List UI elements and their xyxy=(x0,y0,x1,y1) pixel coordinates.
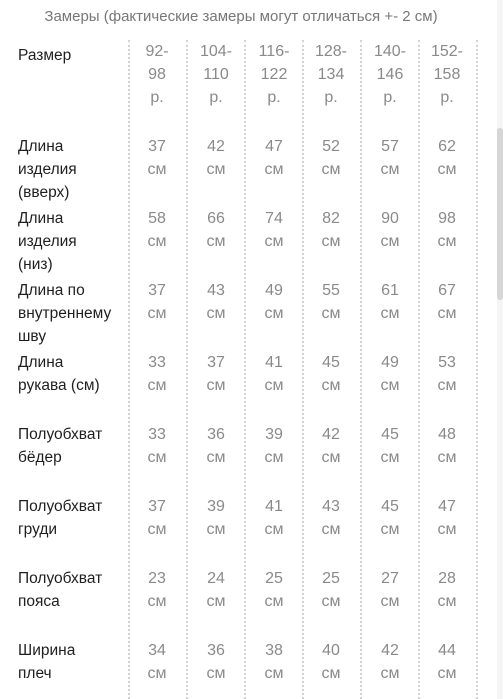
measurement-value: 55 см xyxy=(321,282,341,322)
size-header-line: 158 xyxy=(433,66,461,83)
measurement-value: 49 см xyxy=(380,354,400,394)
scrollbar-thumb[interactable] xyxy=(497,128,503,300)
measurement-label: Длина по внутреннему шву xyxy=(18,282,112,345)
size-column-header xyxy=(245,40,303,109)
measurement-value: 24 см xyxy=(206,570,226,610)
size-header: Размер xyxy=(18,47,72,64)
size-header-line: 140- xyxy=(373,43,407,60)
size-column-header xyxy=(187,40,245,109)
measurement-value: 33 см xyxy=(147,426,167,466)
size-column-header xyxy=(128,40,186,109)
measurement-value: 82 см xyxy=(321,210,341,250)
measurement-value: 45 см xyxy=(321,354,341,394)
size-header-line: 104- xyxy=(199,43,233,60)
measurement-value: 62 см xyxy=(437,138,457,178)
measurement-value: 49 см xyxy=(264,282,284,322)
size-header-line: р. xyxy=(267,89,281,106)
measurement-value: 40 см xyxy=(321,642,341,682)
measurement-value: 28 см xyxy=(437,570,457,610)
size-header-line: 122 xyxy=(260,66,288,83)
measurement-value: 25 см xyxy=(264,570,284,610)
measurement-label: Полуобхват груди xyxy=(18,498,103,538)
size-header-line: 110 xyxy=(203,66,229,83)
measurement-value: 34 см xyxy=(147,642,167,682)
size-header-line: р. xyxy=(150,89,164,106)
measurement-label: Ширина плеч xyxy=(18,642,76,682)
size-column-header xyxy=(302,40,360,109)
measurement-value: 23 см xyxy=(147,570,167,610)
table-caption: Замеры (фактические замеры могут отличаться +- 2 см) xyxy=(44,8,438,25)
measurement-label: Длина изделия (низ) xyxy=(18,210,77,273)
measurement-value: 98 см xyxy=(437,210,457,250)
measurement-value: 42 см xyxy=(321,426,341,466)
measurement-value: 38 см xyxy=(264,642,284,682)
measurement-value: 57 см xyxy=(380,138,400,178)
size-header-line: 92- xyxy=(145,43,169,60)
measurement-value: 48 см xyxy=(437,426,457,466)
size-header-line: р. xyxy=(324,89,338,106)
size-column-header xyxy=(361,40,419,109)
size-column-header xyxy=(418,40,476,109)
measurement-value: 27 см xyxy=(380,570,400,610)
measurement-value: 44 см xyxy=(437,642,457,682)
measurement-value: 52 см xyxy=(321,138,341,178)
size-header-line: 98 xyxy=(148,66,166,83)
measurement-value: 45 см xyxy=(380,426,400,466)
measurement-value: 90 см xyxy=(380,210,400,250)
measurement-value: 53 см xyxy=(437,354,457,394)
column-divider xyxy=(476,40,478,699)
measurement-value: 43 см xyxy=(206,282,226,322)
size-header-line: р. xyxy=(209,89,223,106)
scrollbar[interactable] xyxy=(497,0,503,699)
measurement-value: 41 см xyxy=(264,354,284,394)
size-header-line: 146 xyxy=(376,66,404,83)
measurement-value: 37 см xyxy=(147,138,167,178)
size-header-line: 128- xyxy=(314,43,348,60)
measurement-value: 45 см xyxy=(380,498,400,538)
measurement-value: 43 см xyxy=(321,498,341,538)
measurement-value: 33 см xyxy=(147,354,167,394)
measurement-value: 37 см xyxy=(147,282,167,322)
measurement-value: 37 см xyxy=(206,354,226,394)
measurement-label: Полуобхват бёдер xyxy=(18,426,103,466)
size-header-line: 134 xyxy=(317,66,345,83)
size-header-line: р. xyxy=(440,89,454,106)
measurement-value: 25 см xyxy=(321,570,341,610)
measurement-value: 61 см xyxy=(380,282,400,322)
measurement-label: Длина рукава (см) xyxy=(18,354,100,394)
measurement-label: Полуобхват пояса xyxy=(18,570,103,610)
measurement-value: 42 см xyxy=(380,642,400,682)
measurement-value: 58 см xyxy=(147,210,167,250)
measurement-value: 36 см xyxy=(206,426,226,466)
measurement-value: 47 см xyxy=(437,498,457,538)
measurement-value: 66 см xyxy=(206,210,226,250)
measurement-value: 37 см xyxy=(147,498,167,538)
measurement-label: Длина изделия (вверх) xyxy=(18,138,77,201)
measurement-value: 39 см xyxy=(264,426,284,466)
measurement-value: 39 см xyxy=(206,498,226,538)
measurement-value: 74 см xyxy=(264,210,284,250)
measurement-value: 41 см xyxy=(264,498,284,538)
size-header-line: 152- xyxy=(430,43,464,60)
measurement-value: 36 см xyxy=(206,642,226,682)
size-header-line: 116- xyxy=(258,43,290,60)
measurement-value: 42 см xyxy=(206,138,226,178)
size-header-line: р. xyxy=(383,89,397,106)
measurement-value: 47 см xyxy=(264,138,284,178)
measurement-value: 67 см xyxy=(437,282,457,322)
